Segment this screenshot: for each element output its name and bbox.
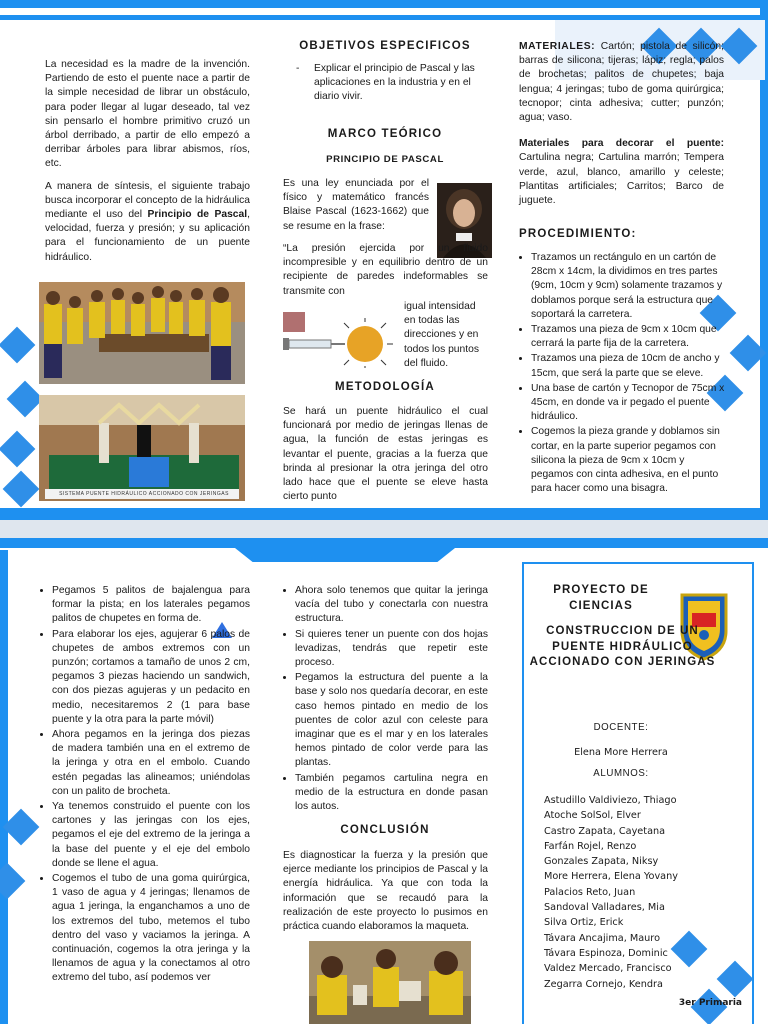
deco-diamond: [0, 431, 35, 468]
conclusion-text: Es diagnosticar la fuerza y la presión que ejerce mediante los principios de Pascal y la energía hidráulica. Ya que con toda la información que se recaudó para la realización de este proyecto lo pusimos en práctica cuando elaboramos la maqueta.: [283, 850, 488, 933]
metodologia-text: Se hará un puente hidráulico el cual funcionará por medio de jeringas llenas de agua, la función de estas jeringas es levantar el puente, gracias a la fuerza que brinda al presionar la otra jeringa del otro lado hace que el puente se eleve hasta cierto punto: [283, 406, 488, 503]
decorar-paragraph: Materiales para decorar el puente: Cartulina negra; Cartulina marrón; Tempera verde, azul, blanco, amarillo y celeste; Plantitas artificiales; Carritos; Barco de juguete.: [519, 138, 724, 207]
alumnos-list: [544, 793, 724, 992]
objetivos-list: [296, 62, 488, 105]
step-item: • Si quieres tener un puente con dos hojas levadizas, tendrás que repetir este proceso.: [295, 628, 488, 671]
alumno-name: Távara Ancajima, Mauro: [544, 932, 660, 944]
alumno-name: Atoche SolSol, Elver: [544, 810, 641, 822]
alumno-name: Farfán Rojel, Renzo: [544, 840, 637, 852]
principio-pascal-heading: PRINCIPIO DE PASCAL: [326, 154, 444, 165]
procedimiento-item: • Trazamos un rectángulo en un cartón de 28cm x 14cm, la dividimos en tres partes (9cm, 10cm y 9cm) solamente trazamos y doblamos porque será la estructura que soportará la carretera.: [531, 251, 725, 322]
step-item: • Para elaborar los ejes, agujerar 6 palos de chupetes de ambos extremos con un punzón; cortamos a tamaño de unos 2 cm, pegamos 3 piezas haciendo un sandwich, con dos piezas agujeras y un pedacito en medio, necesitaremos 2 (1 para base puente y la otra para la parte móvil): [52, 628, 250, 727]
alumno-name: More Herrera, Elena Yovany: [544, 871, 678, 883]
procedimiento-item: • Trazamos una pieza de 10cm de ancho y 15cm, que será la parte que se eleve.: [531, 352, 725, 380]
intro-column: [45, 58, 250, 273]
bottom-band: [0, 508, 768, 520]
alumno-name: Távara Espinoza, Dominic: [544, 947, 668, 959]
top-tab: [235, 548, 455, 562]
alumno-name: Silva Ortiz, Erick: [544, 917, 624, 929]
deco-diamond: [7, 381, 44, 418]
procedimiento-heading: PROCEDIMIENTO:: [519, 228, 637, 240]
grade-label: 3er Primaria: [678, 998, 742, 1008]
objetivos-heading: OBJETIVOS ESPECIFICOS: [299, 40, 471, 52]
step-item: • Ahora pegamos en la jeringa dos piezas de madera también una en el extremo de la jeringa y otra en el embolo. Cuando estén pegadas las alineamos; uniéndolas con un palito de brocheta.: [52, 728, 250, 799]
pascal-quote-a: “La presión ejercida por un fluido incompresible y en equilibrio dentro de un recipiente de paredes indeformables se transmite con: [283, 243, 488, 297]
intro-paragraph-2: A manera de síntesis, el siguiente trabajo busca incorporar el concepto de la hidráulica mediante el uso del Principio de Pascal, velocidad, fuerza y presión; y su aplicación para el funcionamiento de un puente hidráulico.: [45, 180, 250, 263]
objetivo-item: - Explicar el principio de Pascal y las aplicaciones en la industria y en el diario vivir.: [296, 63, 475, 103]
top-band: [0, 0, 768, 8]
procedimiento-item: • Cogemos la pieza grande y doblamos sin cortar, en la parte superior pegamos con silicona la pieza de 9cm x 10cm y pegamos con cinta adhesiva, en el punto para hacer como una bisagra.: [531, 425, 725, 496]
project-subtitle: CONSTRUCCION DE UN PUENTE HIDRÁULICO ACCIONADO CON JERINGAS: [529, 625, 716, 668]
pascal-intro: Es una ley enunciada por el físico y matemático francés Blaise Pascal (1623-1662) que se resume en la frase:: [283, 178, 429, 232]
procedimiento-item: • Trazamos una pieza de 9cm x 10cm que cerrará la parte fija de la carretera.: [531, 323, 725, 351]
step-item: • También pegamos cartulina negra en medio de la estructura en donde pasan los autos.: [295, 772, 488, 815]
procedimiento-list: [519, 251, 725, 497]
procedimiento-item: • Una base de cartón y Tecnopor de 75cm x 45cm, en donde va ir pegado el puente hidráulico.: [531, 382, 725, 425]
alumno-name: Zegarra Cornejo, Kendra: [544, 978, 663, 990]
step-item: • Cogemos el tubo de una goma quirúrgica, 1 vaso de agua y 4 jeringas; llenamos de agua 1 jeringa, la enganchamos a uno de los extremos del tubo, metemos el tubo dentro del vaso y vaciamos la jeringa. A continuación, cogemos la otra jeringa y la llenamos de agua y la conectamos al otro extremo del tubo, así podemos ver: [52, 872, 250, 986]
docente-label: DOCENTE:: [593, 722, 649, 733]
materiales-paragraph: MATERIALES: Cartón; pistola de silicón; barras de silicona; tijeras; lápiz; regla; palos de brochetas; palitos de chupetes; baja lengua; 4 jeringas; tubo de goma quirúrgica; tecnopor; cinta adhesiva; cutter; punzón; agua; vaso.: [519, 41, 724, 124]
intro-paragraph-1: La necesidad es la madre de la invención. Partiendo de esto el puente nace a partir de la simple necesidad de librar un obstáculo, para poder llegar al lugar deseado, tal vez sin pensarlo el hombre primitivo cruzó un árbol derribado, a partir de ello empezó a derribar árboles para librar abismos, ríos, etc.: [45, 59, 250, 170]
bridge-model-photo: [39, 395, 245, 501]
alumno-name: Valdez Mercado, Francisco: [544, 963, 672, 975]
alumno-name: Castro Zapata, Cayetana: [544, 825, 666, 837]
steps-list-2: [283, 584, 488, 814]
students-working-photo: [309, 941, 471, 1024]
conclusion-heading: CONCLUSIÓN: [340, 824, 430, 836]
step-item: • Pegamos 5 palitos de bajalengua para formar la pista; en los laterales pegamos palitos de chupetes en forma de.: [52, 584, 250, 627]
top-band: [0, 538, 768, 548]
steps-column-1: [40, 584, 250, 987]
steps-list-1: [40, 584, 250, 986]
step-item: • Ahora solo tenemos que quitar la jeringa vacía del tubo y conectarla con nuestra estructura.: [295, 584, 488, 627]
alumno-name: Astudillo Valdiviezo, Thiago: [544, 795, 677, 806]
alumno-name: Palacios Reto, Juan: [544, 886, 636, 898]
step-item: • Pegamos la estructura del puente a la base y solo nos quedaría decorar, en este caso hemos pintado en medio de los puentes de color azul con celeste para imaginar que es el mar y en los laterales hemos pintado de color verde para las plantas.: [295, 671, 488, 770]
docente-name: Elena More Herrera: [574, 747, 668, 758]
metodologia-heading: METODOLOGÍA: [335, 381, 435, 393]
deco-diamond: [3, 809, 40, 846]
students-photo: [39, 282, 245, 384]
dash-bullet-icon: -: [296, 63, 300, 74]
procedimiento-bullets: [519, 251, 725, 496]
alumno-name: Sandoval Valladares, Mia: [544, 902, 665, 914]
syringe-sphere-diagram: [283, 318, 401, 368]
marco-teorico-heading: MARCO TEÓRICO: [327, 128, 443, 140]
alumnos-label: ALUMNOS:: [593, 768, 649, 779]
step-item: • Ya tenemos construido el puente con los cartones y las jeringas con los ejes, pegamos el eje del extremo de la jeringa a la base del puente y el eje del embolo donde se llene el agua.: [52, 800, 250, 871]
alumno-name: Gonzales Zapata, Niksy: [544, 856, 659, 868]
deco-diamond: [0, 863, 25, 900]
brochure-page-2: [0, 538, 768, 1024]
project-title: PROYECTO DE CIENCIAS: [553, 584, 649, 612]
model-caption: SISTEMA PUENTE HIDRÁULICO ACCIONADO CON JERINGAS: [59, 491, 229, 497]
left-band: [0, 550, 8, 1024]
deco-diamond: [0, 327, 35, 364]
deco-diamond: [3, 471, 40, 508]
materiales-block: [519, 40, 724, 216]
pascal-quote-b: igual intensidad en todas las direcciones y en todos los puntos del fluido.: [404, 301, 479, 369]
steps-column-2: [283, 584, 488, 815]
